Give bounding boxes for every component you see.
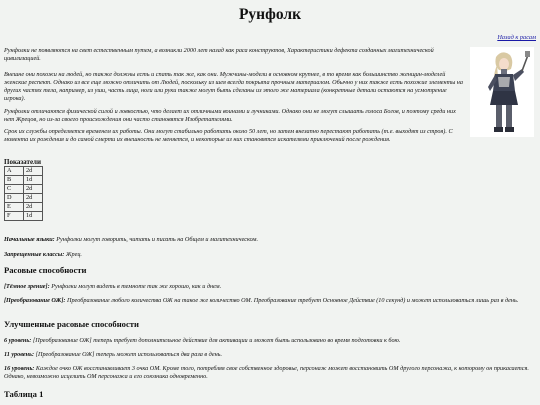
- stat-value: 1d: [24, 176, 43, 185]
- stats-table: [4, 166, 43, 221]
- level-text: Каждое очко ОЖ восстанавливает 3 очка ОМ. Кроме того, потребляя свое собственное здоровье, персонаж может восстановить ОМ другого персонажа, к которому он прикасается. Однако, невозможно исцелить ОМ персонажа и его союзника одновременно.: [4, 365, 529, 380]
- level-text: [Преобразование ОЖ] теперь может использоваться два раза в день.: [35, 351, 223, 358]
- stat-value: 2d: [24, 194, 43, 203]
- back-to-races-link[interactable]: Назад к расам: [497, 34, 536, 41]
- runefolk-portrait: [470, 47, 534, 137]
- intro-paragraph-4: Срок их службы определяется временем их работы. Они могут стабильно работать около 50 лет, но затем внезапно перестают работать (т.е. выходят из строя). С момента их рождения и до самой смерти их внешность не меняется, и некоторые из них становятся искателями приключений после рождения.: [4, 128, 453, 143]
- stat-value: 2d: [24, 185, 43, 194]
- forbidden-label: Запрещенные классы:: [4, 251, 65, 258]
- table-row: [5, 203, 43, 212]
- stat-key: A: [5, 167, 24, 176]
- improved-level-11: [4, 351, 534, 359]
- languages-line: [4, 236, 534, 244]
- level-label: 16 уровень:: [4, 365, 35, 372]
- level-label: 11 уровень:: [4, 351, 35, 358]
- intro-paragraph-2: Внешне они похожи на людей, но также должны есть и спать так же, как они. Мужчины-модели в основном крупнее, в то время как большинство женщин-моделей женские респект. Однако из все еще можно отличить от Людей, поскольку из шея всегда покрыта прочным материалом. Обычно у них также есть похожие элементы на других частях тела, например, из уши, часть лица, ноги или руки также могут быть сделаны из этого же материала (конкретные детали остаются на усмотрение игрока).: [4, 71, 463, 102]
- intro-paragraph-3: Рунфолки отличаются физической силой и ловкостью, что делает их отличными воинами и лучниками. Однако они не могут слышать голоса Богов, и поэтому среди них нет Жрецов, но из-за своего происхождения они часто становятся Изобретателями.: [4, 108, 456, 123]
- forbidden-text: Жрец.: [65, 251, 82, 258]
- stats-title: Показатели: [4, 158, 42, 166]
- ability-hp-conversion: [4, 297, 534, 305]
- intro-paragraph-1: Рунфолки не появляются на свет естественным путем, а возникли 2000 лет назад как раса конструктов, Характеристики дефекта созданных магитехнической цивилизацией.: [4, 47, 434, 62]
- stat-key: F: [5, 212, 24, 221]
- table-row: [5, 185, 43, 194]
- ability-text: Преобразование любого количества ОЖ на такое же количество ОМ. Преобразование требует Основное Действие (10 секунд) и может использоваться лишь раз в день.: [67, 297, 519, 304]
- languages-text: Рунфолки могут говорить, читать и писать на Общем и магитехническом.: [56, 236, 259, 243]
- ability-label: [Преобразование ОЖ]:: [4, 297, 66, 304]
- level-text: [Преобразование ОЖ] теперь требует дополнительное действие для активации и может быть использовано во время подготовки к бою.: [32, 337, 401, 344]
- languages-label: Начальные языки:: [4, 236, 55, 243]
- table-row: [5, 212, 43, 221]
- table-row: [5, 167, 43, 176]
- stat-value: 2d: [24, 203, 43, 212]
- stat-key: C: [5, 185, 24, 194]
- level-label: 6 уровень:: [4, 337, 32, 344]
- stat-key: E: [5, 203, 24, 212]
- forbidden-classes-line: [4, 251, 534, 259]
- table-row: [5, 176, 43, 185]
- stat-value: 2d: [24, 167, 43, 176]
- improved-level-6: [4, 337, 534, 345]
- table-1-heading: Таблица 1: [4, 389, 44, 399]
- racial-abilities-heading: Расовые способности: [4, 265, 87, 275]
- table-row: [5, 194, 43, 203]
- stat-key: D: [5, 194, 24, 203]
- improved-level-16: [4, 365, 534, 381]
- improved-abilities-heading: Улучшенные расовые способности: [4, 319, 139, 329]
- ability-text: Рунфолки могут видеть в темноте так же хорошо, как и днем.: [51, 283, 222, 290]
- stat-key: B: [5, 176, 24, 185]
- stat-value: 1d: [24, 212, 43, 221]
- ability-label: [Тёмное зрение]:: [4, 283, 50, 290]
- ability-darkvision: [4, 283, 534, 291]
- page-title: Рунфолк: [238, 6, 302, 23]
